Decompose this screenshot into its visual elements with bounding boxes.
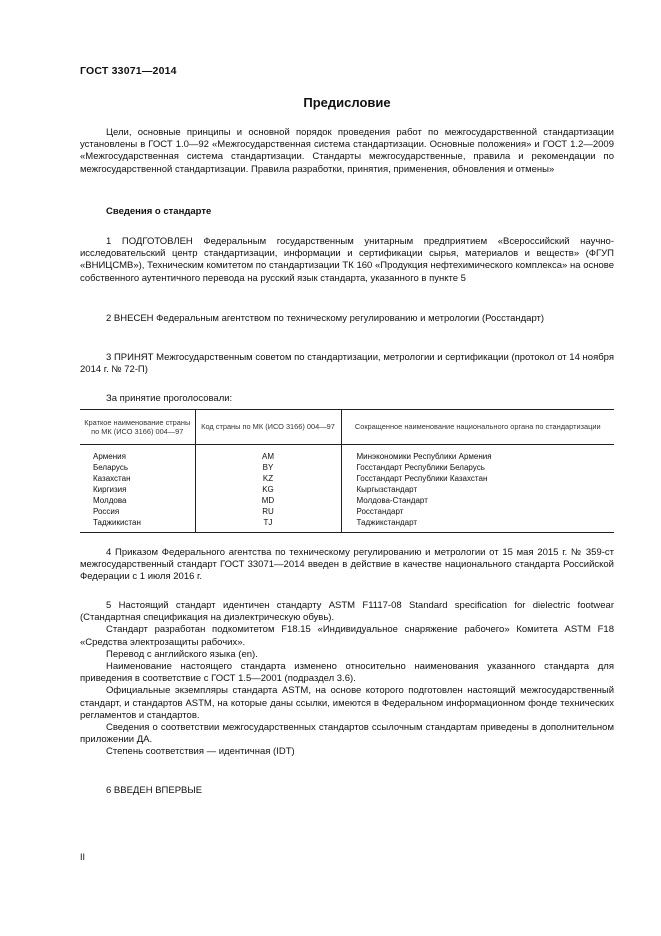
cell-body: Госстандарт Республики Казахстан (356, 474, 488, 483)
table-row (80, 462, 614, 473)
item-5-compliance-info: Сведения о соответствии межгосударственных стандартов ссылочным стандартам приведены в дополнительном приложении ДА. (80, 722, 614, 746)
cell-country: Россия (93, 507, 120, 516)
table-row (80, 517, 614, 533)
table-row (80, 484, 614, 495)
voting-table (80, 409, 614, 533)
table-row (80, 473, 614, 484)
item-1-text: 1 ПОДГОТОВЛЕН Федеральным государственным унитарным предприятием «Всероссийский научно-исследовательский центр стандартизации, информации и сертификации сырья, материалов и веществ» (ФГУП «ВНИЦСМВ»), Техническим комитетом по стандартизации ТК 160 «Продукция нефтехимического комплекса» на основе собственного аутентичного перевода на русский язык стандарта, указанного в пункте 5 (80, 236, 614, 284)
item-5-subcommittee: Стандарт разработан подкомитетом F18.15 «Индивидуальное снаряжение рабочего» Комитета ASTM F18 «Средства электрозащиты рабочих». (80, 624, 614, 648)
cell-code: MD (195, 495, 341, 506)
item-4-text: 4 Приказом Федерального агентства по техническому регулированию и метрологии от 15 мая 2015 г. № 359-ст межгосударственный стандарт ГОСТ 33071—2014 введен в действие в качестве национального стандарта Российской Федерации с 1 июля 2016 г. (80, 547, 614, 583)
cell-country: Беларусь (93, 463, 128, 472)
cell-code: AM (195, 445, 341, 463)
cell-code: KZ (195, 473, 341, 484)
vote-label: За принятие проголосовали: (106, 393, 233, 404)
page-number: II (80, 852, 86, 862)
item-6 (80, 785, 614, 797)
table-row (80, 506, 614, 517)
cell-code: KG (195, 484, 341, 495)
col-header-country: Краткое наименование страны по МК (ИСО 3166) 004—97 (80, 410, 195, 445)
item-5-translation: Перевод с английского языка (en). (106, 648, 258, 660)
cell-body: Таджикстандарт (341, 517, 614, 533)
item-4 (80, 547, 614, 584)
table-row (80, 495, 614, 506)
cell-country: Армения (93, 452, 126, 461)
cell-body: Минэкономики Республики Армения (356, 452, 492, 461)
cell-country: Казахстан (93, 474, 131, 483)
item-5-title-change: Наименование настоящего стандарта изменено относительно наименования указанного стандарта для приведения в соответствие с ГОСТ 1.5—2001 (подраздел 3.6). (80, 661, 614, 685)
cell-code: BY (195, 462, 341, 473)
cell-country: Таджикистан (80, 517, 195, 533)
intro-text: Цели, основные принципы и основной порядок проведения работ по межгосударственной стандартизации установлены в ГОСТ 1.0—92 «Межгосударственная система стандартизации. Основные положения» и ГОСТ 1.2—2009 «Межгосударственная система стандартизации. Стандарты межгосударственные, правила и рекомендации по межгосударственной стандартизации. Правила разработки, принятия, применения, обновления и отмены» (80, 127, 614, 175)
table-header-row (80, 410, 614, 445)
item-5-official-copies: Официальные экземпляры стандарта ASTM, на основе которого подготовлен настоящий межгосударственный стандарт, и стандартов ASTM, на которые даны ссылки, имеются в Федеральном информационном фонде технических регламентов и стандартов. (80, 685, 614, 721)
item-5-text: 5 Настоящий стандарт идентичен стандарту ASTM F1117-08 Standard specification for dielectric footwear (Стандартная спецификация на диэлектрическую обувь). (80, 600, 614, 624)
cell-body: Росстандарт (356, 507, 404, 516)
item-5 (80, 600, 614, 759)
item-6-text: 6 ВВЕДЕН ВПЕРВЫЕ (106, 785, 203, 796)
cell-body: Кыргызстандарт (356, 485, 418, 494)
col-header-body: Сокращенное наименование национального органа по стандартизации (341, 410, 614, 445)
table-row (80, 445, 614, 463)
standard-id: ГОСТ 33071—2014 (80, 65, 177, 77)
item-5-degree: Степень соответствия — идентичная (IDT) (106, 746, 295, 758)
item-1 (80, 236, 614, 285)
page-title: Предисловие (303, 95, 391, 110)
cell-country: Киргизия (93, 485, 127, 494)
info-heading: Сведения о стандарте (106, 206, 212, 217)
cell-code: TJ (195, 517, 341, 533)
cell-body: Госстандарт Республики Беларусь (356, 463, 485, 472)
item-3-text: 3 ПРИНЯТ Межгосударственным советом по стандартизации, метрологии и сертификации (протокол от 14 ноября 2014 г. № 72-П) (80, 352, 614, 376)
intro-paragraph (80, 127, 614, 176)
col-header-code: Код страны по МК (ИСО 3166) 004—97 (195, 410, 341, 445)
cell-body: Молдова-Стандарт (356, 496, 428, 505)
item-3 (80, 352, 614, 376)
cell-code: RU (195, 506, 341, 517)
cell-country: Молдова (93, 496, 127, 505)
item-2 (80, 313, 614, 325)
item-2-text: 2 ВНЕСЕН Федеральным агентством по техническому регулированию и метрологии (Росстандарт) (106, 313, 545, 324)
